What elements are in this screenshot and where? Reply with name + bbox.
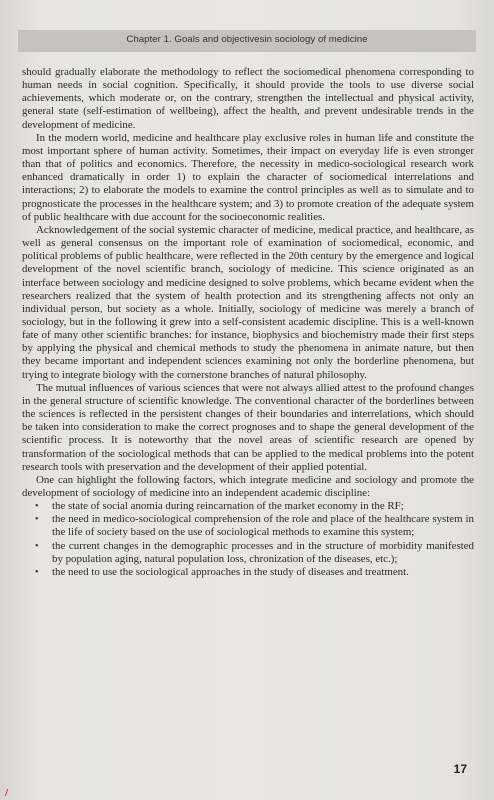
list-item-text: the need to use the sociological approaches in the study of diseases and treatment.: [52, 565, 409, 578]
list-item: [22, 513, 474, 539]
list-item: [22, 566, 474, 579]
list-item: [22, 540, 474, 566]
list-item: [22, 500, 474, 513]
paragraph-4: The mutual influences of various sciences that were not always allied attest to the profound changes in the general structure of scientific knowledge. The conventional character of the borderlines between the sciences is reflected in the persistent changes of their boundaries and interrelations, which should be taken into consideration to make the correct prognoses and to shape the general development of the scientific process. It is noteworthy that the novel areas of scientific research are opened by transformation of the sociological methods that can be applied to the medical problems into the potent research tools with preservation and the development of their applied potential.: [22, 381, 474, 473]
bullet-icon: •: [35, 540, 39, 552]
bullet-icon: •: [35, 501, 39, 513]
paragraph-3: Acknowledgement of the social systemic character of medicine, medical practice, and healthcare, as well as general consensus on the important role of examination of sociomedical, economic, and political problems of public healthcare, were reflected in the 20th century by the emergence and logical development of the novel scientific branch, sociology of medicine. This science originated as an interface between sociology and medicine designed to solve problems, which became evident when the researchers realized that the system of health protection and its strengthening affects not only an individual person, but society as a whole. Initially, sociology of medicine was merely a branch of sociology, but in the following it grew into a self-consistent academic discipline. This is a well-known fate of many other scientific branches: for instance, biophysics and biochemistry made their first steps by applying the physical and chemical methods to study the phenomena in animate nature, but then they became important and independent sciences examining not only the borderline phenomena, but trying to integrate biology with the cornerstone branches of natural philosophy.: [22, 223, 474, 381]
paragraph-2: In the modern world, medicine and healthcare play exclusive roles in human life and constitute the most important sphere of human activity. Sometimes, their impact on everyday life is even stronger than that of politics and economics. Therefore, the necessity in medico-sociological research work enhanced dramatically in order 1) to explain the character of sociomedical interrelations and interactions; 2) to elaborate the models to examine the control principles as well as to simulate and to prognosticate the processes in the healthcare system; and 3) to promote creation of the adequate system of public healthcare with due account for the socioeconomic realities.: [22, 131, 474, 223]
paragraph-5: One can highlight the following factors, which integrate medicine and sociology and promote the development of sociology of medicine into an independent academic discipline:: [22, 473, 474, 499]
list-item-text: the need in medico-sociological comprehension of the role and place of the healthcare system in the life of society based on the use of sociological methods to examine this system;: [52, 513, 474, 539]
list-item-text: the state of social anomia during reincarnation of the market economy in the RF;: [52, 500, 404, 513]
bullet-icon: •: [35, 514, 39, 526]
list-item-text: the current changes in the demographic processes and in the structure of morbidity manifested by population aging, natural population loss, chronization of the diseases, etc.);: [52, 539, 474, 565]
chapter-title: Chapter 1. Goals and objectivesin sociology of medicine: [126, 34, 368, 45]
page-body: [22, 66, 474, 579]
paragraph-1: should gradually elaborate the methodology to reflect the sociomedical phenomena corresponding to human needs in social cognition. Specifically, it should provide the tools to use diverse social achievements, which moderate or, on the contrary, strengthen the intellectual and physical activity, general state (self-estimation of wellbeing), affect the health, and prevent undesirable trends in the development of medicine.: [22, 66, 474, 131]
corner-mark: [5, 789, 14, 796]
factor-list: [22, 500, 474, 579]
page-number: 17: [453, 762, 467, 776]
running-header: [18, 30, 476, 52]
bullet-icon: •: [35, 566, 39, 578]
